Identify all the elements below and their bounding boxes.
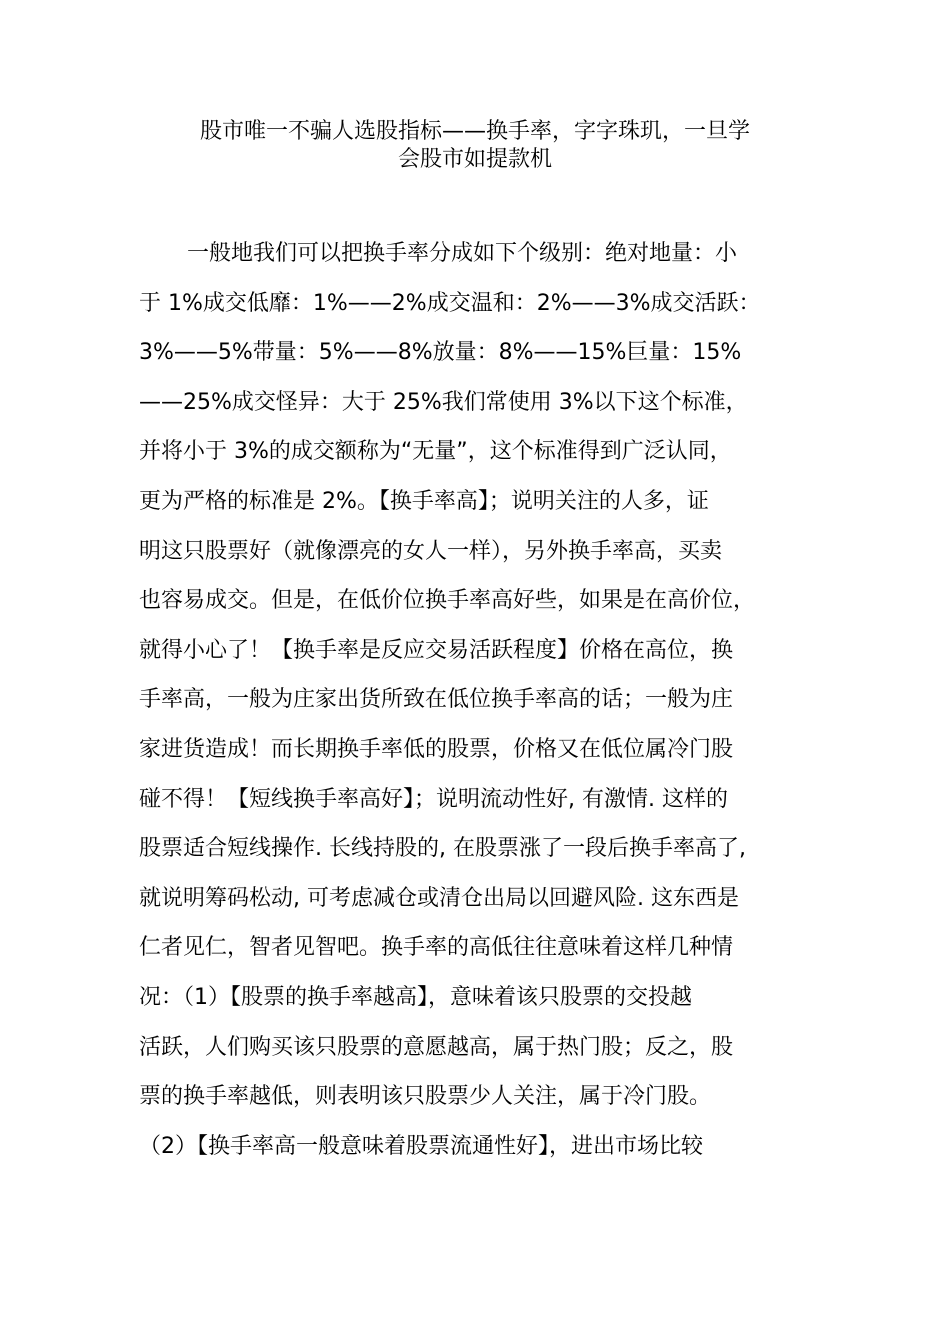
body-line: 手率高，一般为庄家出货所致在低位换手率高的话；一般为庄 <box>139 687 734 713</box>
document-title <box>130 118 820 174</box>
body-line: 3%——5%带量：5%——8%放量：8%——15%巨量：15% <box>139 340 742 366</box>
body-line: 明这只股票好（就像漂亮的女人一样），另外换手率高，买卖 <box>139 538 723 564</box>
body-line: 更为严格的标准是 2%。【换手率高】；说明关注的人多，证 <box>139 488 709 514</box>
body-line: 就得小心了！【换手率是反应交易活跃程度】价格在高位，换 <box>139 637 734 663</box>
body-paragraph <box>139 229 819 1171</box>
title-line-2: 会股市如提款机 <box>397 147 552 172</box>
title-line-1: 股市唯一不骗人选股指标——换手率，字字珠玑，一旦学 <box>199 119 750 144</box>
body-line: 票的换手率越低，则表明该只股票少人关注，属于冷门股。 <box>139 1084 712 1110</box>
body-line: 仁者见仁，智者见智吧。换手率的高低往往意味着这样几种情 <box>139 935 734 961</box>
body-line: ——25%成交怪异：大于 25%我们常使用 3%以下这个标准， <box>139 389 748 415</box>
body-line: 况：（1）【股票的换手率越高】，意味着该只股票的交投越 <box>139 984 692 1010</box>
body-line: 活跃，人们购买该只股票的意愿越高，属于热门股；反之，股 <box>139 1034 734 1060</box>
body-line: 也容易成交。但是，在低价位换手率高好些，如果是在高价位， <box>139 588 756 614</box>
body-line: 于 1%成交低靡：1%——2%成交温和：2%——3%成交活跃： <box>139 290 761 316</box>
body-line: 碰不得！【短线换手率高好】；说明流动性好, 有激情. 这样的 <box>139 786 728 812</box>
body-line: 家进货造成！而长期换手率低的股票，价格又在低位属冷门股 <box>139 736 734 762</box>
body-line: 并将小于 3%的成交额称为“无量”，这个标准得到广泛认同， <box>139 439 732 465</box>
body-line: 一般地我们可以把换手率分成如下个级别：绝对地量：小 <box>187 241 738 266</box>
body-line: 股票适合短线操作. 长线持股的, 在股票涨了一段后换手率高了, <box>139 836 746 862</box>
body-line: （2）【换手率高一般意味着股票流通性好】，进出市场比较 <box>139 1133 703 1159</box>
body-line: 就说明筹码松动, 可考虑减仓或清仓出局以回避风险. 这东西是 <box>139 885 739 911</box>
